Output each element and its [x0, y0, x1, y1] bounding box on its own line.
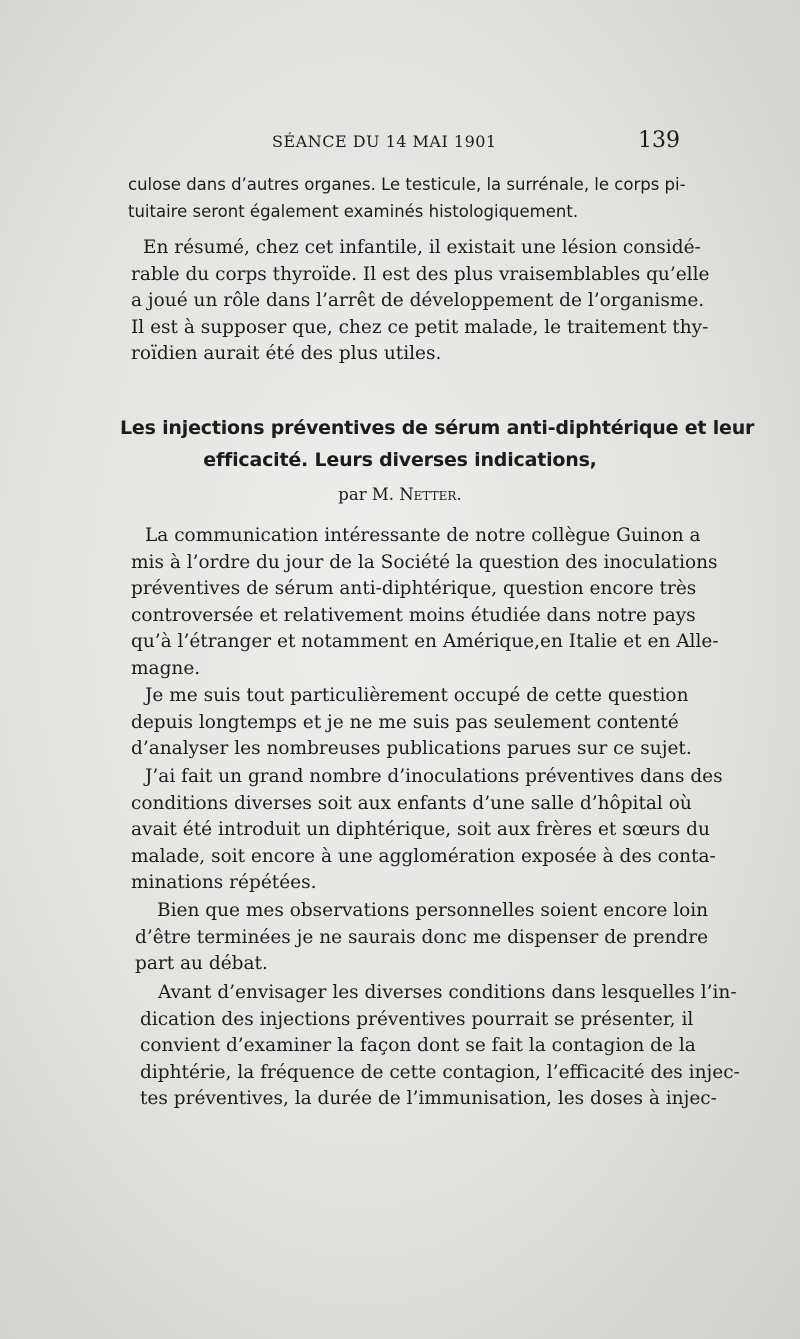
text-line: d’analyser les nombreuses publications parues sur ce sujet. — [131, 738, 692, 760]
text-line: convient d’examiner la façon dont se fait la contagion de la — [140, 1035, 696, 1057]
text-line: rable du corps thyroïde. Il est des plus vraisemblables qu’elle — [131, 263, 710, 285]
page-number: 139 — [638, 128, 680, 153]
paragraph-continuation — [128, 172, 686, 225]
paragraph-body — [131, 683, 692, 763]
paragraph-summary — [131, 235, 710, 368]
text-line: dication des injections préventives pourrait se présenter, il — [140, 1008, 694, 1030]
text-line: La communication intéressante de notre collègue Guinon a — [145, 525, 701, 546]
text-line: d’être terminées je ne saurais donc me dispenser de prendre — [135, 926, 709, 948]
author-line — [120, 485, 680, 504]
paragraph-body — [135, 898, 709, 978]
section-title-line: efficacité. Leurs diverses indications, — [203, 449, 597, 471]
text-line: Il est à supposer que, chez ce petit malade, le traitement thy- — [131, 316, 709, 338]
text-line: minations répétées. — [131, 872, 317, 894]
running-title: SÉANCE DU 14 MAI 1901 — [272, 132, 497, 151]
text-line: magne. — [131, 657, 201, 679]
text-line: tes préventives, la durée de l’immunisation, les doses à injec- — [140, 1088, 717, 1110]
text-line: Bien que mes observations personnelles soient encore loin — [157, 900, 709, 921]
text-line: En résumé, chez cet infantile, il existait une lésion considé- — [143, 237, 701, 258]
text-line: Avant d’envisager les diverses conditions dans lesquelles l’in- — [158, 982, 737, 1003]
text-line: qu’à l’étranger et notamment en Amérique,en Italie et en Alle- — [131, 631, 719, 653]
author-prefix: par M. — [338, 485, 394, 504]
text-line: diphtérie, la fréquence de cette contagion, l’efficacité des injec- — [140, 1061, 740, 1083]
text-line: a joué un rôle dans l’arrêt de développement de l’organisme. — [131, 290, 705, 312]
text-line: depuis longtemps et je ne me suis pas seulement contenté — [131, 711, 679, 733]
text-line: roïdien aurait été des plus utiles. — [131, 343, 442, 365]
text-line: malade, soit encore à une agglomération exposée à des conta- — [131, 845, 716, 867]
text-line: tuitaire seront également examinés histologiquement. — [128, 201, 579, 221]
section-title-line: Les injections préventives de sérum anti-diphtérique et leur — [120, 417, 755, 439]
paragraph-body — [131, 523, 719, 683]
text-line: préventives de sérum anti-diphtérique, question encore très — [131, 578, 697, 600]
author-name: Netter. — [399, 485, 462, 504]
section-title — [120, 412, 755, 476]
text-line: J’ai fait un grand nombre d’inoculations préventives dans des — [145, 766, 723, 787]
text-line: conditions diverses soit aux enfants d’une salle d’hôpital où — [131, 792, 692, 814]
paragraph-body — [131, 764, 723, 897]
text-line: controversée et relativement moins étudiée dans notre pays — [131, 604, 696, 626]
text-line: avait été introduit un diphtérique, soit aux frères et sœurs du — [131, 819, 710, 841]
page-header — [120, 128, 680, 158]
paragraph-body — [140, 980, 740, 1113]
text-line: part au débat. — [135, 953, 268, 975]
text-line: culose dans d’autres organes. Le testicule, la surrénale, le corps pi- — [128, 175, 686, 194]
text-line: mis à l’ordre du jour de la Société la question des inoculations — [131, 551, 718, 573]
text-line: Je me suis tout particulièrement occupé de cette question — [145, 685, 689, 706]
